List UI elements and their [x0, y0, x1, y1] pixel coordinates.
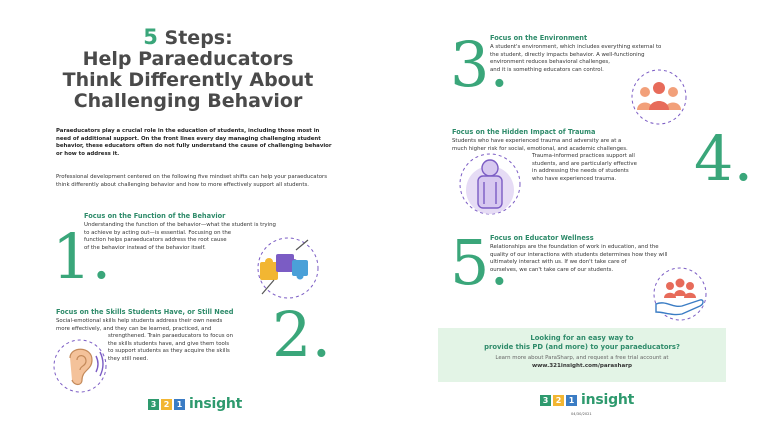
step-3-body: A student's environment, which includes everything external to the student, directly impacts behavior. A well-functioning environment reduces behavioral challenges, and it is something educators can control.: [490, 44, 662, 73]
page-title: [48, 26, 328, 112]
cta-box: [438, 328, 726, 382]
logo-321insight-right: 3 2 1 insight: [540, 392, 634, 408]
step-3-number: 3.: [450, 28, 510, 101]
step-2-number: 2.: [272, 298, 332, 371]
step-2-body: Social-emotional skills help students address their own needs more effectively, and they can be learned, practiced, and strengthened. Train paraeducators to focus on the skills students have, and give them tools to support students as they acquire the skills they still need.: [56, 318, 234, 362]
cta-url-link[interactable]: www.321insight.com/parasharp: [531, 363, 633, 369]
group-of-people-icon: [630, 68, 688, 126]
hand-holding-people-icon: [650, 266, 710, 322]
title-line1: Steps:: [157, 27, 233, 49]
step-4-title: Focus on the Hidden Impact of Trauma: [452, 128, 596, 136]
sad-person-icon: [458, 152, 522, 216]
intro-bold-paragraph: Paraeducators play a crucial role in the education of students, including those most in need of additional support. On the front lines every day managing challenging student behavior, these educators often do not fully understand the cause of challenging behavior or how to address it.: [56, 128, 332, 157]
step-5-body: Relationships are the foundation of work in education, and the quality of our interactions with students determines how they will ultimately interact with us. If we don't take care of ourselves, we can't take care of our students.: [490, 244, 668, 273]
puzzle-pieces-icon: [252, 232, 322, 302]
step-4-body: Students who have experienced trauma and adversity are at a much higher risk for social, emotional, and academic challenges. Trauma-informed practices support all students, and are particularly effective in addressing the needs of students who have experienced trauma.: [452, 138, 637, 182]
logo-321insight: 3 2 1 insight: [148, 396, 242, 412]
cta-heading-2: provide this PD (and more) to your paraeducators?: [484, 343, 680, 351]
cta-heading-1: Looking for an easy way to: [530, 334, 634, 342]
ear-icon: [52, 338, 108, 394]
title-line3: Think Differently About: [62, 69, 314, 91]
step-4-number: 4.: [694, 122, 754, 195]
step-1-body: Understanding the function of the behavior—what the student is trying to achieve by acting out—is essential. Focusing on the function helps paraeducators address the root cause of the behavior instead of the behavior itself.: [84, 222, 276, 251]
step-1-number: 1.: [52, 220, 112, 293]
intro-paragraph: Professional development centered on the following five mindset shifts can help your paraeducators think differently about challenging behavior and how to more effectively support all students.: [56, 174, 328, 188]
title-line2: Help Paraeducators: [82, 48, 294, 70]
date-stamp: 04/30/2021: [571, 412, 592, 416]
title-number: 5: [143, 25, 158, 49]
step-5-number: 5.: [450, 226, 510, 299]
step-1-title: Focus on the Function of the Behavior: [84, 212, 226, 220]
step-3-title: Focus on the Environment: [490, 34, 588, 42]
cta-subtext: Learn more about ParaSharp, and request a free trial account at: [495, 355, 669, 361]
step-5-title: Focus on Educator Wellness: [490, 234, 594, 242]
title-line4: Challenging Behavior: [73, 90, 303, 112]
step-2-title: Focus on the Skills Students Have, or Still Need: [56, 308, 234, 316]
